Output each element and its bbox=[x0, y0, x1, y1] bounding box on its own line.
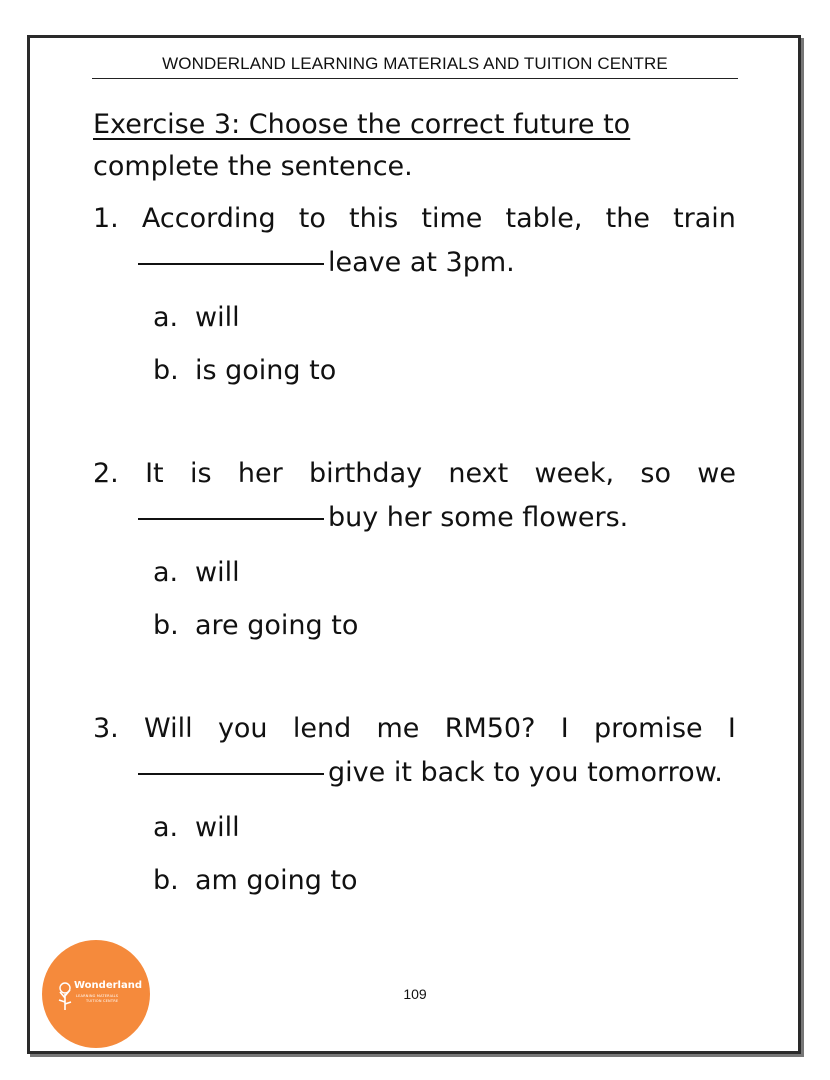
question-line2-text: buy her some flowers. bbox=[328, 502, 629, 533]
question-line1 bbox=[93, 707, 736, 751]
question-line2 bbox=[93, 241, 736, 285]
question-line1 bbox=[93, 452, 736, 496]
word: this bbox=[348, 203, 399, 234]
option-letter: a. bbox=[153, 812, 179, 843]
question-2 bbox=[93, 452, 736, 652]
option-text: will bbox=[195, 812, 240, 843]
question-1 bbox=[93, 197, 736, 397]
word: so bbox=[640, 458, 671, 489]
option-text: will bbox=[195, 302, 240, 333]
word: promise bbox=[593, 713, 703, 744]
logo-subtitle-2: TUITION CENTRE bbox=[86, 999, 119, 1003]
word: According bbox=[141, 203, 276, 234]
question-line1 bbox=[93, 197, 736, 241]
word: lend bbox=[292, 713, 352, 744]
word: train bbox=[673, 203, 736, 234]
page-number: 109 bbox=[403, 986, 427, 1002]
tree-icon bbox=[56, 980, 74, 1010]
word: to bbox=[298, 203, 326, 234]
exercise-title bbox=[93, 104, 736, 188]
question-number: 3. bbox=[93, 713, 119, 744]
word: is bbox=[189, 458, 212, 489]
option-text: am going to bbox=[195, 865, 358, 896]
word: next bbox=[448, 458, 509, 489]
question-line2 bbox=[93, 751, 736, 795]
exercise-title-line1: Exercise 3: Choose the correct future to bbox=[93, 109, 631, 140]
answer-blank bbox=[138, 518, 324, 520]
question-line2-text: leave at 3pm. bbox=[328, 247, 515, 278]
exercise-title-line2: complete the sentence. bbox=[93, 151, 413, 182]
logo-subtitle: LEARNING MATERIALS bbox=[76, 994, 119, 998]
word: I bbox=[560, 713, 569, 744]
option-a bbox=[93, 291, 736, 344]
answer-blank bbox=[138, 773, 324, 775]
word: I bbox=[727, 713, 736, 744]
word: we bbox=[697, 458, 736, 489]
option-b bbox=[93, 599, 736, 652]
option-text: is going to bbox=[195, 355, 337, 386]
question-number: 1. bbox=[93, 203, 119, 234]
option-letter: a. bbox=[153, 302, 179, 333]
page-header: WONDERLAND LEARNING MATERIALS AND TUITION CENTRE bbox=[92, 54, 738, 79]
option-letter: b. bbox=[153, 355, 179, 386]
option-a bbox=[93, 546, 736, 599]
option-letter: a. bbox=[153, 557, 179, 588]
option-a bbox=[93, 801, 736, 854]
question-number: 2. bbox=[93, 458, 119, 489]
question-line2 bbox=[93, 496, 736, 540]
word: birthday bbox=[308, 458, 423, 489]
option-b bbox=[93, 854, 736, 907]
word: me bbox=[376, 713, 420, 744]
word: time bbox=[421, 203, 483, 234]
word: you bbox=[217, 713, 268, 744]
option-text: are going to bbox=[195, 610, 359, 641]
option-letter: b. bbox=[153, 865, 179, 896]
word: Will bbox=[144, 713, 193, 744]
word: the bbox=[605, 203, 650, 234]
word: her bbox=[237, 458, 283, 489]
word: It bbox=[145, 458, 164, 489]
logo-brand: Wonderland bbox=[74, 980, 142, 991]
option-b bbox=[93, 344, 736, 397]
question-3 bbox=[93, 707, 736, 907]
answer-blank bbox=[138, 263, 324, 265]
word: week, bbox=[534, 458, 615, 489]
word: table, bbox=[505, 203, 583, 234]
wonderland-logo bbox=[42, 940, 150, 1048]
option-letter: b. bbox=[153, 610, 179, 641]
question-line2-text: give it back to you tomorrow. bbox=[328, 757, 723, 788]
word: RM50? bbox=[444, 713, 536, 744]
option-text: will bbox=[195, 557, 240, 588]
